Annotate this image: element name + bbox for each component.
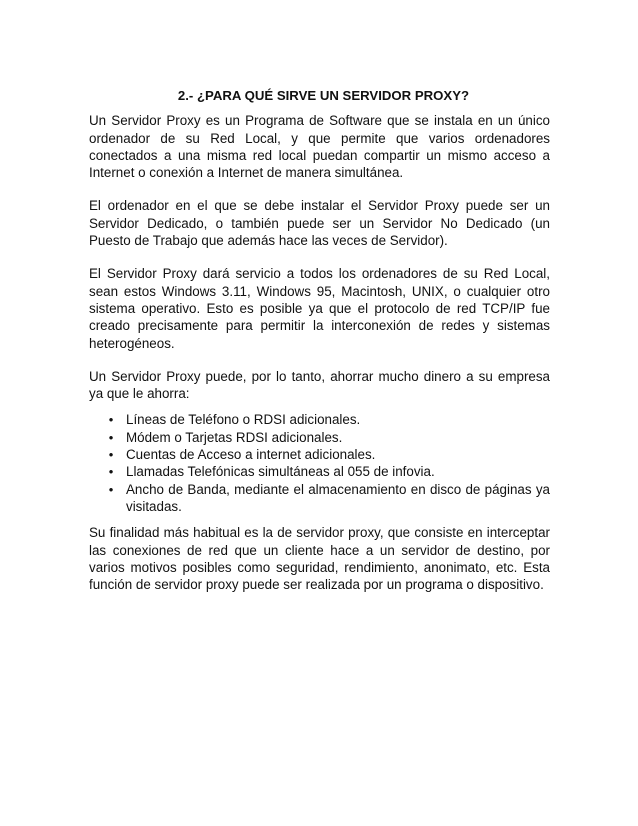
document-title: 2.- ¿PARA QUÉ SIRVE UN SERVIDOR PROXY?	[177, 88, 470, 103]
list-item	[89, 481, 550, 516]
paragraph-savings-intro: Un Servidor Proxy puede, por lo tanto, ahorrar mucho dinero a su empresa ya que le ahorra:	[89, 368, 550, 402]
bullet-icon: •	[108, 481, 114, 497]
paragraph-definition: Un Servidor Proxy es un Programa de Software que se instala en un único ordenador de su Red Local, y que permite que varios ordenadores conectados a una misma red local puedan compartir un mismo acceso a Internet o conexión a Internet de manera simultánea.	[89, 113, 550, 181]
list-item-text: Líneas de Teléfono o RDSI adicionales.	[126, 412, 361, 428]
list-item-text: Módem o Tarjetas RDSI adicionales.	[126, 429, 343, 445]
list-item-text: Ancho de Banda, mediante el almacenamiento en disco de páginas ya visitadas.	[126, 481, 550, 514]
list-item	[89, 411, 550, 428]
document-page	[89, 87, 550, 609]
bullet-icon: •	[108, 429, 114, 445]
list-item-text: Llamadas Telefónicas simultáneas al 055 de infovia.	[126, 464, 435, 480]
bullet-icon: •	[108, 447, 114, 463]
bullet-icon: •	[108, 412, 114, 428]
list-item	[89, 429, 550, 446]
savings-list	[89, 411, 550, 515]
paragraph-purpose: Su finalidad más habitual es la de servidor proxy, que consiste en interceptar las conexiones de red que un cliente hace a un servidor de destino, por varios motivos posibles como seguridad, rendimiento, anonimato, etc. Esta función de servidor proxy puede ser realizada por un programa o dispositivo.	[89, 525, 550, 593]
bullet-icon: •	[108, 464, 114, 480]
list-item-text: Cuentas de Acceso a internet adicionales.	[126, 447, 376, 463]
paragraph-installation: El ordenador en el que se debe instalar el Servidor Proxy puede ser un Servidor Dedicado, o también puede ser un Servidor No Dedicado (un Puesto de Trabajo que además hace las veces de Servidor).	[89, 198, 550, 249]
list-item	[89, 446, 550, 463]
paragraph-compatibility: El Servidor Proxy dará servicio a todos los ordenadores de su Red Local, sean estos Windows 3.11, Windows 95, Macintosh, UNIX, o cualquier otro sistema operativo. Esto es posible ya que el protocolo de red TCP/IP fue creado precisamente para permitir la interconexión de redes y sistemas heterogéneos.	[89, 266, 550, 351]
list-item	[89, 463, 550, 480]
